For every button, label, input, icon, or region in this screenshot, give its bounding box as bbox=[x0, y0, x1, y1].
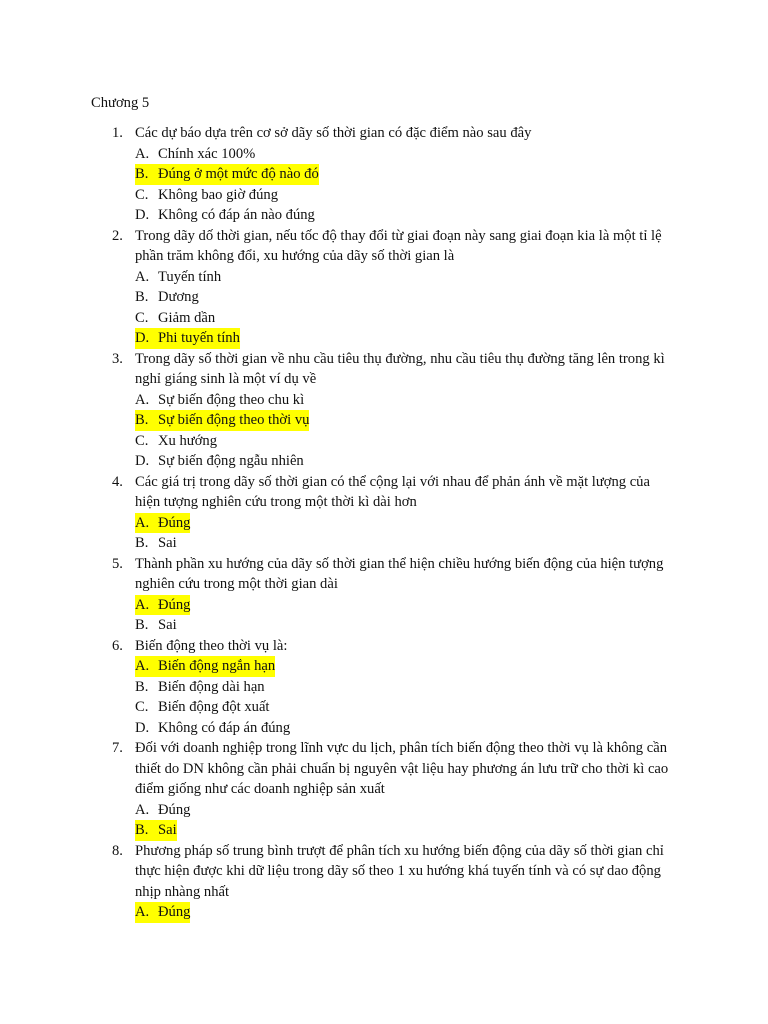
option-text: Không có đáp án nào đúng bbox=[158, 207, 315, 223]
question-number: 5. bbox=[112, 555, 123, 572]
answer-option-content bbox=[135, 533, 177, 554]
answer-option-content bbox=[135, 677, 265, 698]
answer-option-content bbox=[135, 144, 255, 165]
question-list bbox=[0, 123, 768, 923]
option-text: Đúng bbox=[158, 514, 191, 531]
answer-option-content bbox=[135, 615, 177, 636]
option-text: Chính xác 100% bbox=[158, 145, 256, 162]
question-item bbox=[0, 226, 768, 349]
highlighted-answer bbox=[135, 328, 240, 349]
question-item bbox=[0, 123, 768, 226]
option-text: Tuyến tính bbox=[158, 268, 222, 285]
answer-option bbox=[0, 390, 768, 411]
answer-option bbox=[0, 410, 768, 431]
question-text: Thành phần xu hướng của dãy số thời gian thể hiện chiều hướng biến động của hiện tượng nghiên cứu trong một thời gian dài bbox=[135, 555, 664, 592]
answer-option bbox=[0, 677, 768, 698]
question-number: 2. bbox=[112, 227, 123, 244]
answer-option bbox=[0, 328, 768, 349]
option-letter: B. bbox=[135, 166, 149, 182]
option-text: Phi tuyến tính bbox=[158, 330, 240, 346]
question-text: Các giá trị trong dãy số thời gian có thể cộng lại với nhau để phản ánh về mặt lượng của hiện tượng nghiên cứu trong một thời kì dài hơn bbox=[135, 473, 650, 510]
answer-option-content bbox=[135, 451, 304, 472]
highlighted-answer bbox=[135, 820, 177, 841]
option-letter: B. bbox=[135, 412, 149, 428]
answer-option-content bbox=[135, 185, 278, 206]
question-text: Phương pháp số trung bình trượt để phân tích xu hướng biến động của dãy số thời gian chỉ thực hiện được khi dữ liệu trong dãy số theo 1 xu hướng khá tuyến tính và có sự dao động nhịp nhàng nhất bbox=[135, 842, 664, 900]
answer-option bbox=[0, 656, 768, 677]
question-number: 8. bbox=[112, 842, 123, 859]
answer-option-content bbox=[135, 287, 199, 308]
answer-option bbox=[0, 144, 768, 165]
highlighted-answer bbox=[135, 902, 190, 923]
option-letter: B. bbox=[135, 535, 149, 551]
answer-option bbox=[0, 902, 768, 923]
option-letter: B. bbox=[135, 289, 149, 305]
option-letter: A. bbox=[135, 801, 150, 818]
answer-option-content bbox=[135, 800, 190, 821]
answer-option bbox=[0, 287, 768, 308]
question-text: Biến động theo thời vụ là: bbox=[135, 637, 288, 654]
option-letter: A. bbox=[135, 268, 150, 285]
option-text: Sai bbox=[158, 535, 177, 551]
answer-option bbox=[0, 205, 768, 226]
option-letter: D. bbox=[135, 453, 150, 469]
option-text: Đúng bbox=[158, 801, 191, 818]
option-letter: A. bbox=[135, 596, 150, 613]
option-text: Giảm dần bbox=[158, 309, 216, 326]
option-letter: B. bbox=[135, 822, 149, 838]
option-letter: B. bbox=[135, 617, 149, 633]
answer-option bbox=[0, 595, 768, 616]
question-item bbox=[0, 738, 768, 841]
answer-option bbox=[0, 513, 768, 534]
question-item bbox=[0, 554, 768, 636]
option-text: Sự biến động theo thời vụ bbox=[158, 412, 310, 428]
answer-option-content bbox=[135, 697, 269, 718]
answer-option bbox=[0, 185, 768, 206]
answer-option bbox=[0, 615, 768, 636]
option-letter: D. bbox=[135, 207, 150, 223]
option-letter: B. bbox=[135, 678, 149, 695]
option-letter: A. bbox=[135, 145, 150, 162]
answer-option-content bbox=[135, 390, 304, 411]
option-letter: C. bbox=[135, 186, 149, 203]
option-letter: D. bbox=[135, 719, 150, 736]
question-item bbox=[0, 472, 768, 554]
highlighted-answer bbox=[135, 656, 275, 677]
question-text: Trong dãy số thời gian về nhu cầu tiêu thụ đường, nhu cầu tiêu thụ đường tăng lên trong kì nghỉ giáng sinh là một ví dụ về bbox=[135, 350, 665, 387]
option-text: Dương bbox=[158, 289, 199, 305]
option-letter: A. bbox=[135, 904, 150, 920]
option-text: Biến động ngắn hạn bbox=[158, 658, 276, 674]
answer-option-content bbox=[135, 431, 217, 452]
highlighted-answer bbox=[135, 410, 309, 431]
option-text: Sự biến động theo chu kì bbox=[158, 391, 305, 408]
highlighted-answer bbox=[135, 513, 190, 534]
option-text: Đúng ở một mức độ nào đó bbox=[158, 166, 319, 182]
answer-option bbox=[0, 718, 768, 739]
answer-option-content bbox=[135, 205, 315, 226]
answer-option bbox=[0, 800, 768, 821]
answer-option bbox=[0, 431, 768, 452]
question-text: Đối với doanh nghiệp trong lĩnh vực du lịch, phân tích biến động theo thời vụ là không cần thiết do DN không cần phải chuẩn bị nguyên vật liệu hay phương án lưu trữ cho thời kì cao điểm giống như các doanh nghiệp sản xuất bbox=[135, 740, 669, 797]
question-number: 1. bbox=[112, 125, 123, 141]
option-text: Sai bbox=[158, 822, 177, 838]
chapter-title: Chương 5 bbox=[91, 95, 150, 111]
answer-option-content bbox=[135, 718, 290, 739]
question-item bbox=[0, 349, 768, 472]
option-text: Biến động dài hạn bbox=[158, 678, 265, 695]
option-text: Biến động đột xuất bbox=[158, 699, 270, 715]
option-text: Đúng bbox=[158, 596, 191, 613]
option-text: Không có đáp án đúng bbox=[158, 719, 291, 736]
question-number: 6. bbox=[112, 637, 123, 654]
answer-option bbox=[0, 533, 768, 554]
option-letter: A. bbox=[135, 514, 150, 531]
option-letter: A. bbox=[135, 658, 150, 674]
question-text: Các dự báo dựa trên cơ sở dãy số thời gian có đặc điểm nào sau đây bbox=[135, 125, 532, 141]
answer-option bbox=[0, 820, 768, 841]
option-letter: C. bbox=[135, 432, 149, 449]
option-text: Xu hướng bbox=[158, 432, 218, 449]
question-item bbox=[0, 841, 768, 923]
question-number: 4. bbox=[112, 473, 123, 490]
highlighted-answer bbox=[135, 595, 190, 616]
option-text: Sự biến động ngẫu nhiên bbox=[158, 453, 304, 469]
option-text: Đúng bbox=[158, 904, 191, 920]
highlighted-answer bbox=[135, 164, 319, 185]
answer-option bbox=[0, 164, 768, 185]
option-letter: C. bbox=[135, 309, 149, 326]
option-letter: D. bbox=[135, 330, 150, 346]
question-text: Trong dãy dố thời gian, nếu tốc độ thay đổi từ giai đoạn này sang giai đoạn kia là một tỉ lệ phần trăm không đổi, xu hướng của dãy số thời gian là bbox=[135, 227, 662, 264]
question-number: 3. bbox=[112, 350, 123, 367]
answer-option-content bbox=[135, 267, 221, 288]
question-item bbox=[0, 636, 768, 739]
answer-option bbox=[0, 697, 768, 718]
answer-option bbox=[0, 308, 768, 329]
question-number: 7. bbox=[112, 740, 123, 756]
option-text: Sai bbox=[158, 617, 177, 633]
option-letter: C. bbox=[135, 699, 149, 715]
option-letter: A. bbox=[135, 391, 150, 408]
option-text: Không bao giờ đúng bbox=[158, 186, 278, 203]
answer-option-content bbox=[135, 308, 215, 329]
answer-option bbox=[0, 451, 768, 472]
answer-option bbox=[0, 267, 768, 288]
